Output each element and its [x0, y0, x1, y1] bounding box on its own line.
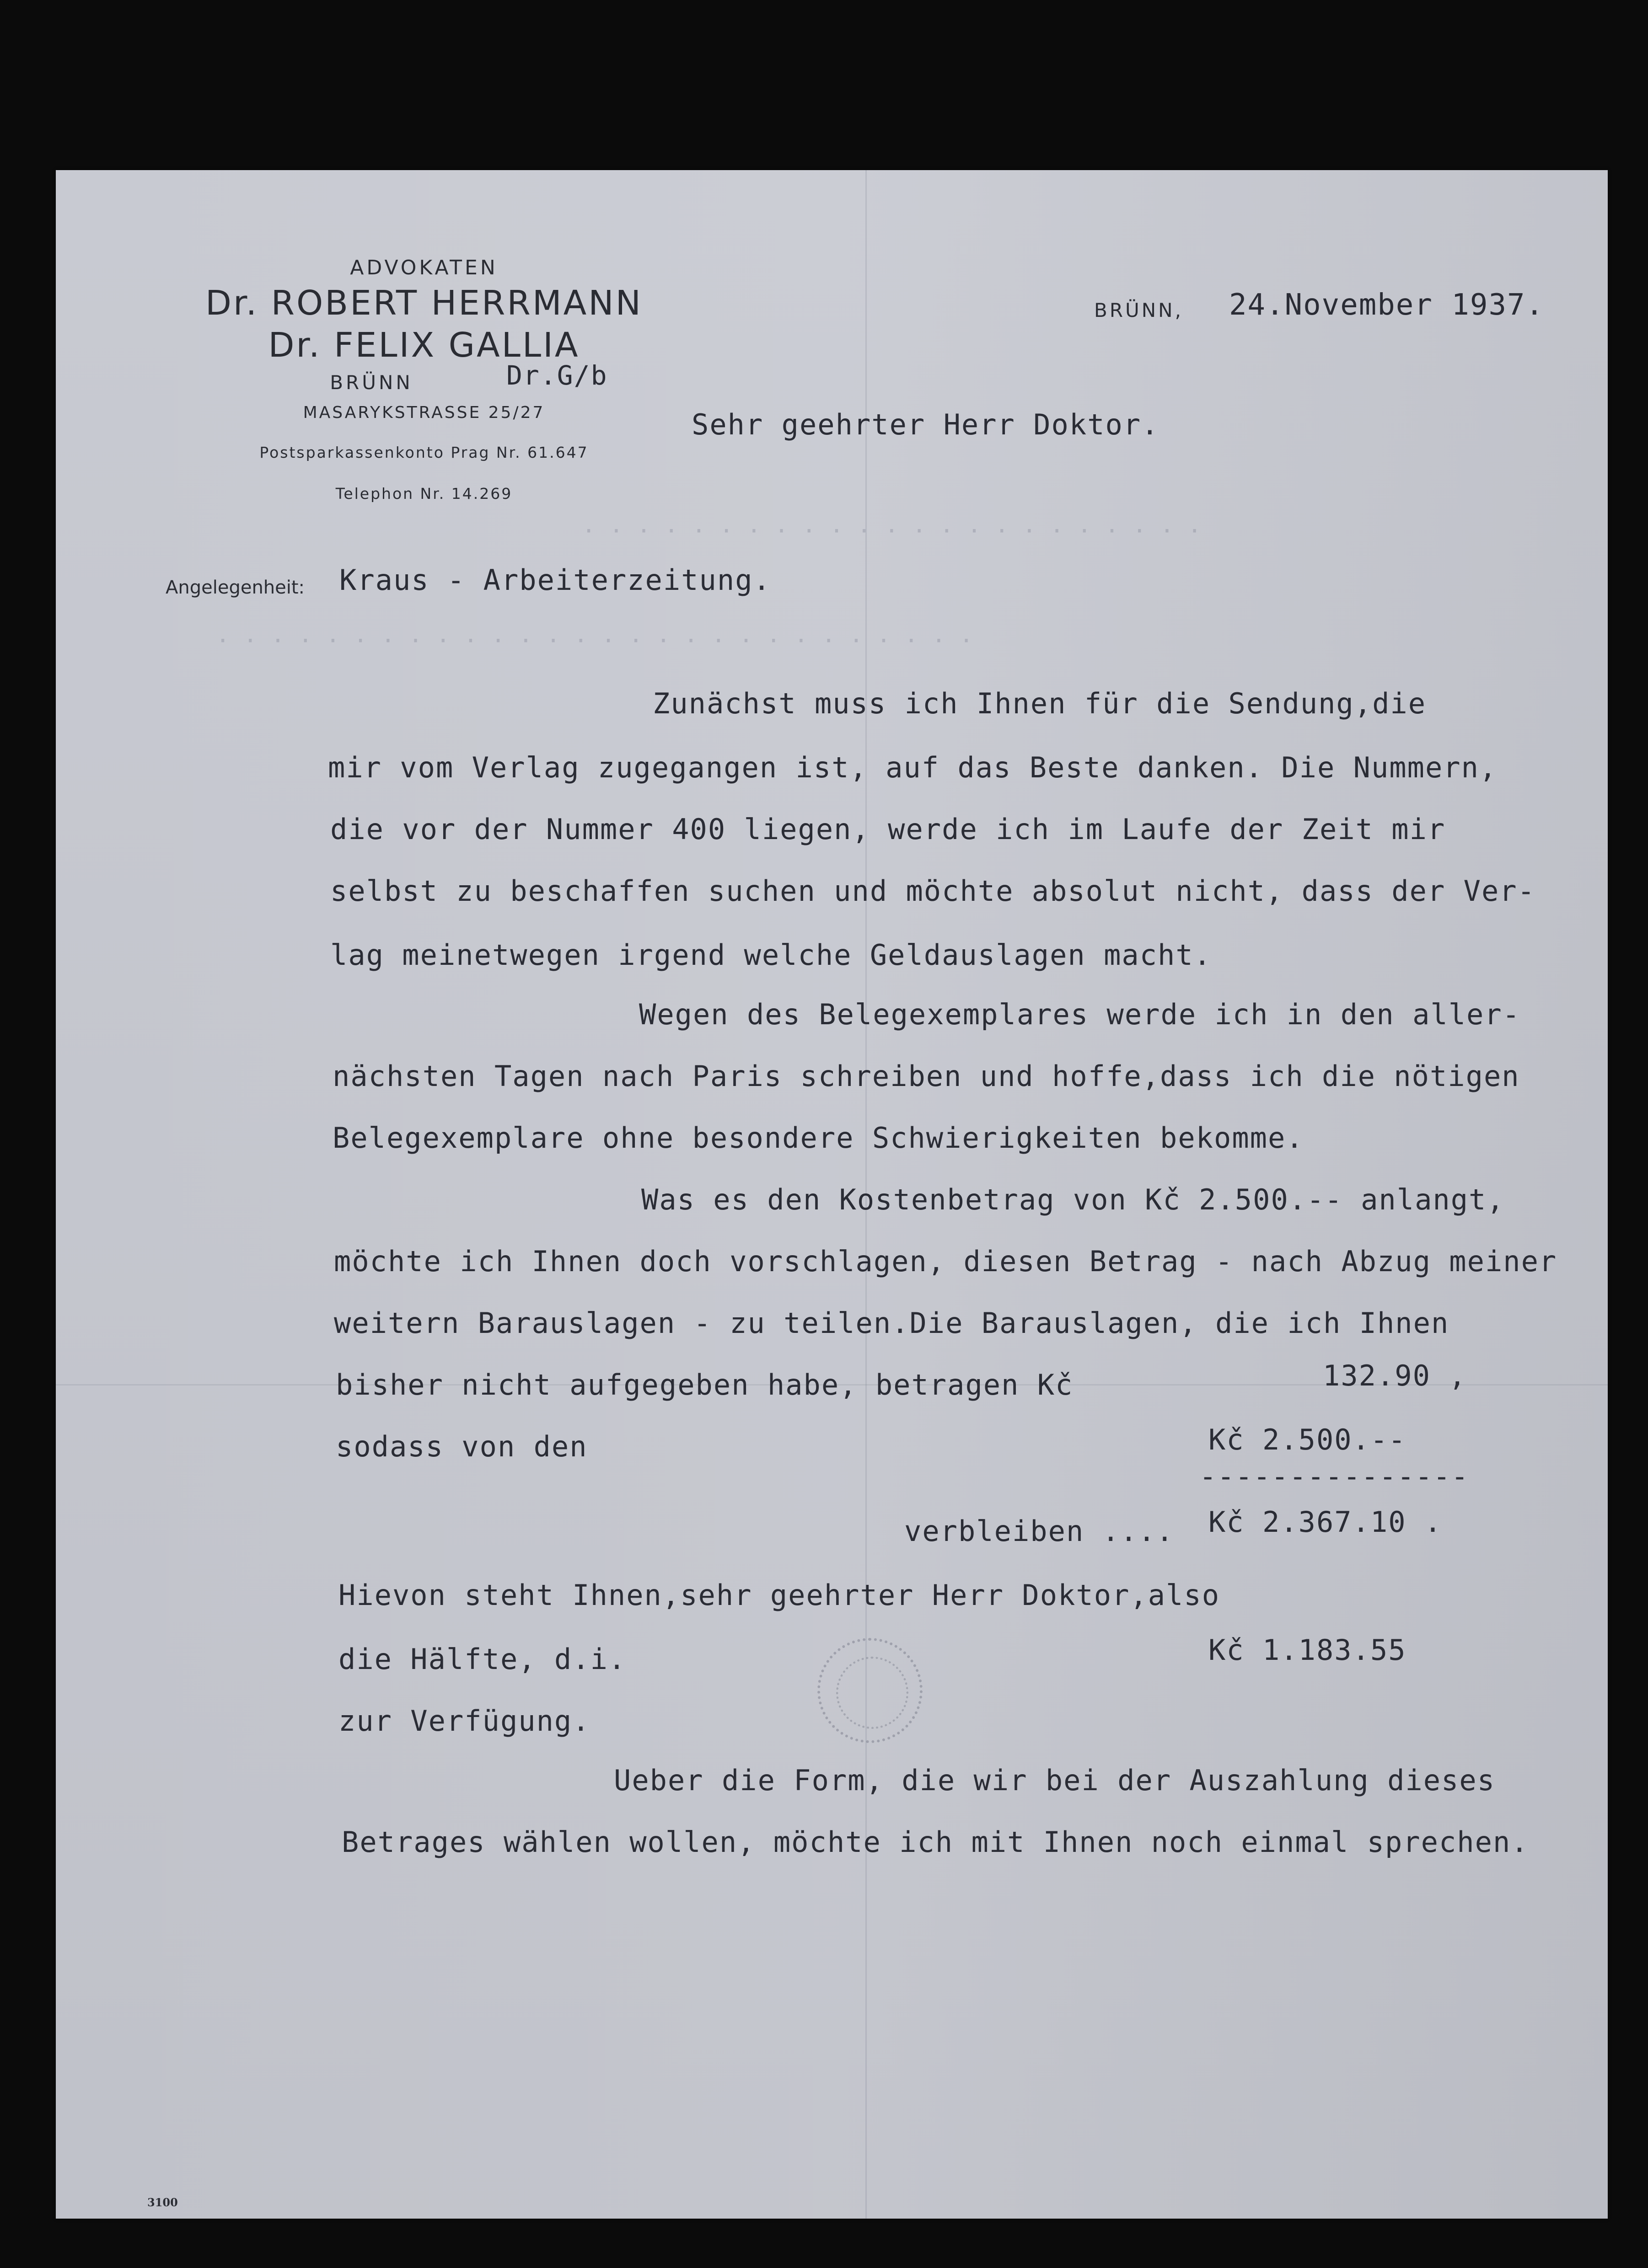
- remaining-amount: Kč 2.367.10 .: [1208, 1505, 1443, 1539]
- letterhead-city: BRÜNN: [330, 371, 413, 394]
- closing-line: Betrages wählen wollen, möchte ich mit Ihnen noch einmal sprechen.: [342, 1825, 1529, 1859]
- place-label: BRÜNN,: [1094, 299, 1183, 321]
- closing-line: zur Verfügung.: [338, 1704, 590, 1738]
- amount-rule: ---------------: [1199, 1460, 1469, 1493]
- closing-line: Ueber die Form, die wir bei der Auszahlung dieses: [614, 1764, 1496, 1797]
- letterhead-street: MASARYKSTRASSE 25/27: [303, 403, 545, 422]
- half-amount: Kč 1.183.55: [1208, 1633, 1406, 1667]
- body-line: Belegexemplare ohne besondere Schwierigkeiten bekomme.: [333, 1121, 1304, 1155]
- form-number: 3100: [147, 2196, 178, 2209]
- body-line: lag meinetwegen irgend welche Geldauslagen macht.: [330, 938, 1212, 972]
- letterhead-name-1: Dr. ROBERT HERRMANN: [205, 284, 643, 323]
- closing-line: Hievon steht Ihnen,sehr geehrter Herr Doktor,also: [338, 1578, 1220, 1612]
- total-amount: Kč 2.500.--: [1208, 1423, 1406, 1456]
- letterhead-telephone: Telephon Nr. 14.269: [335, 485, 513, 503]
- body-line: sodass von den: [336, 1430, 588, 1463]
- letter-date: 24.November 1937.: [1229, 288, 1545, 322]
- body-line: nächsten Tagen nach Paris schreiben und hoffe,dass ich die nötigen: [333, 1059, 1520, 1093]
- body-line: mir vom Verlag zugegangen ist, auf das Beste danken. Die Nummern,: [328, 751, 1498, 784]
- body-line: möchte ich Ihnen doch vorschlagen, diesen Betrag - nach Abzug meiner: [334, 1245, 1557, 1278]
- letterhead-name-2: Dr. FELIX GALLIA: [268, 326, 580, 365]
- reference-code: Dr.G/b: [506, 360, 608, 391]
- body-line: Wegen des Belegexemplares werde ich in den aller-: [639, 998, 1521, 1031]
- show-through-text: · · · · · · · · · · · · · · · · · · · · · · · · · · · ·: [216, 627, 973, 654]
- subject-label: Angelegenheit:: [166, 577, 305, 598]
- body-line: die vor der Nummer 400 liegen, werde ich im Laufe der Zeit mir: [330, 813, 1446, 846]
- salutation: Sehr geehrter Herr Doktor.: [692, 408, 1160, 441]
- body-line: Zunächst muss ich Ihnen für die Sendung,die: [653, 687, 1427, 720]
- letterhead-bank-account: Postsparkassenkonto Prag Nr. 61.647: [259, 444, 589, 461]
- letter-sheet: [56, 170, 1608, 2219]
- subject-line: Kraus - Arbeiterzeitung.: [339, 563, 771, 597]
- show-through-text: · · · · · · · · · · · · · · · · · · · · · · ·: [582, 518, 1202, 544]
- expenses-amount: 132.90 ,: [1323, 1359, 1467, 1392]
- body-line: bisher nicht aufgegeben habe, betragen Kč: [336, 1368, 1074, 1401]
- round-stamp: [817, 1638, 923, 1743]
- letterhead-profession: ADVOKATEN: [350, 256, 498, 279]
- body-line: selbst zu beschaffen suchen und möchte absolut nicht, dass der Ver-: [330, 874, 1535, 908]
- body-line: weitern Barauslagen - zu teilen.Die Barauslagen, die ich Ihnen: [334, 1306, 1449, 1340]
- body-line: Was es den Kostenbetrag von Kč 2.500.-- anlangt,: [641, 1183, 1505, 1216]
- closing-line: die Hälfte, d.i.: [338, 1642, 627, 1676]
- remaining-label: verbleiben ....: [904, 1514, 1174, 1548]
